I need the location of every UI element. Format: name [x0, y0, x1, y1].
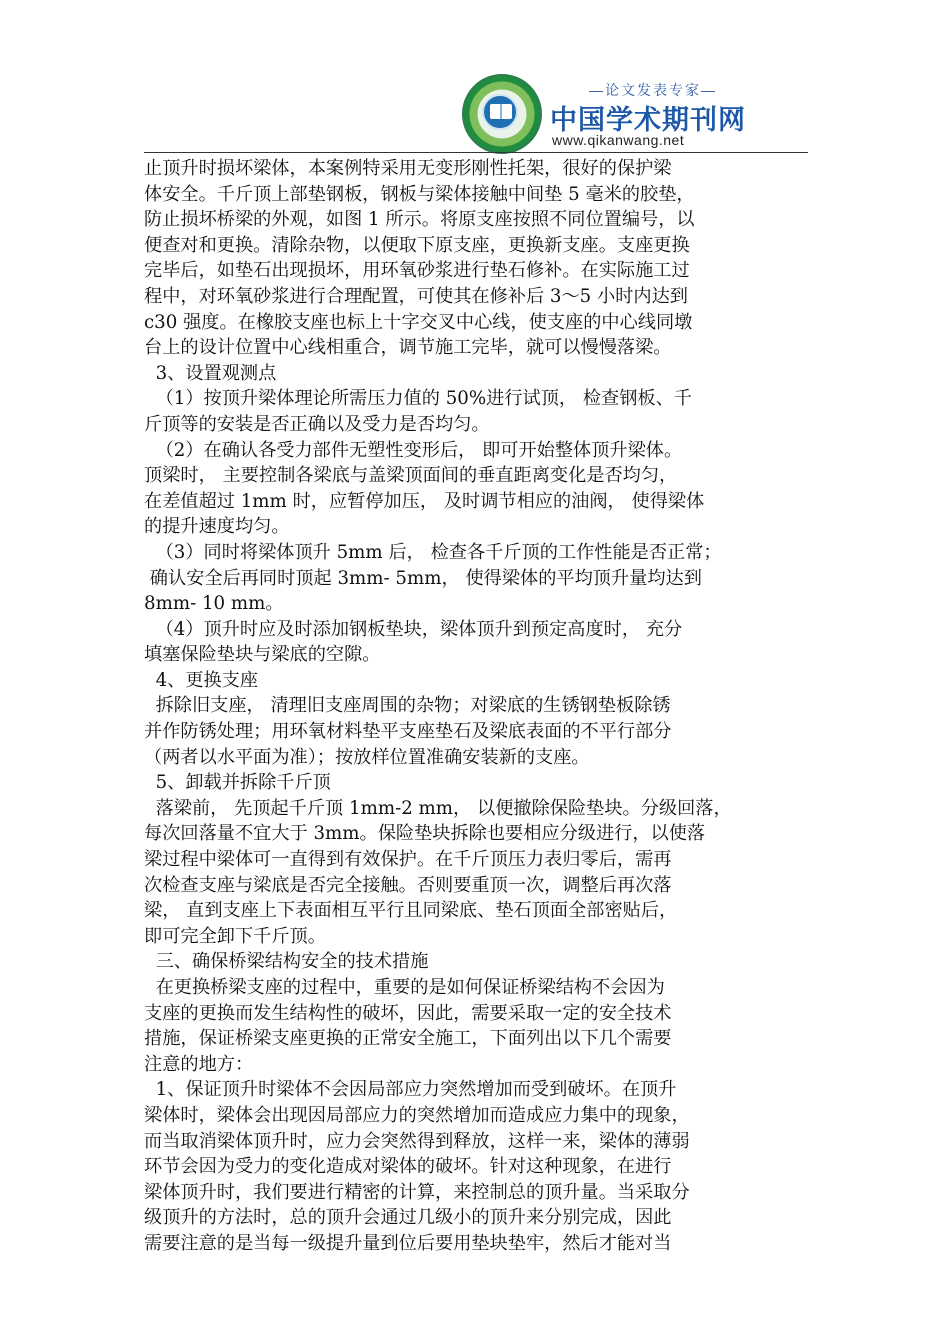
text-line: 梁体顶升时，我们要进行精密的计算，来控制总的顶升量。当采取分	[144, 1181, 690, 1203]
text-line: 8mm- 10 mm。	[144, 593, 284, 615]
text-line: 梁， 直到支座上下表面相互平行且同梁底、垫石顶面全部密贴后，	[144, 900, 678, 922]
text-line: 台上的设计位置中心线相重合，调节施工完毕，就可以慢慢落梁。	[144, 337, 672, 359]
text-line: （4）顶升时应及时添加钢板垫块，梁体顶升到预定高度时， 充分	[144, 618, 683, 640]
text-line: 的提升速度均匀。	[144, 516, 290, 538]
text-line: 4、更换支座	[144, 669, 259, 691]
text-line: 确认安全后再同时顶起 3mm- 5mm， 使得梁体的平均顶升量均达到	[144, 567, 702, 589]
text-line: 三、确保桥梁结构安全的技术措施	[144, 951, 429, 973]
text-line: 落梁前， 先顶起千斤顶 1mm-2 mm， 以便撤除保险垫块。分级回落，	[144, 797, 732, 819]
text-line: 5、卸载并拆除千斤顶	[144, 772, 331, 794]
text-line: 完毕后，如垫石出现损坏，用环氧砂浆进行垫石修补。在实际施工过	[144, 260, 690, 282]
logo-tagline: —论文发表专家—	[589, 82, 717, 98]
text-line: 拆除旧支座， 清理旧支座周围的杂物；对梁底的生锈钢垫板除锈	[144, 695, 671, 717]
text-line: 体安全。千斤顶上部垫钢板，钢板与梁体接触中间垫 5 毫米的胶垫，	[144, 183, 695, 205]
text-line: 次检查支座与梁底是否完全接触。否则要重顶一次，调整后再次落	[144, 874, 672, 896]
text-line: （3）同时将梁体顶升 5mm 后， 检查各千斤顶的工作性能是否正常；	[144, 541, 722, 563]
text-line: 并作防锈处理；用环氧材料垫平支座垫石及梁底表面的不平行部分	[144, 721, 672, 743]
text-line: 在更换桥梁支座的过程中，重要的是如何保证桥梁结构不会因为	[144, 977, 665, 998]
text-line: 需要注意的是当每一级提升量到位后要用垫块垫牢，然后才能对当	[144, 1232, 672, 1254]
text-line: 注意的地方：	[144, 1053, 254, 1075]
text-line: 支座的更换而发生结构性的破坏，因此，需要采取一定的安全技术	[144, 1002, 672, 1024]
text-line: （1）按顶升梁体理论所需压力值的 50%进行试顶， 检查钢板、千	[144, 388, 692, 410]
text-line: 即可完全卸下千斤顶。	[144, 925, 326, 947]
open-book-icon	[490, 104, 512, 119]
text-line: 3、设置观测点	[144, 362, 277, 384]
text-line: （2）在确认各受力部件无塑性变形后， 即可开始整体顶升梁体。	[144, 439, 683, 461]
text-line: 1、保证顶升时梁体不会因局部应力突然增加而受到破坏。在顶升	[144, 1079, 677, 1101]
text-line: 防止损坏桥梁的外观，如图 1 所示。将原支座按照不同位置编号，以	[144, 209, 695, 231]
text-line: 顶梁时， 主要控制各梁底与盖梁顶面间的垂直距离变化是否均匀，	[144, 465, 678, 487]
logo-site-name: 中国学术期刊网	[550, 105, 746, 136]
text-line: 措施，保证桥梁支座更换的正常安全施工，下面列出以下几个需要	[144, 1028, 672, 1050]
text-line: 梁过程中梁体可一直得到有效保护。在千斤顶压力表归零后，需再	[144, 849, 672, 871]
text-line: 而当取消梁体顶升时，应力会突然得到释放，这样一来，梁体的薄弱	[144, 1130, 690, 1152]
text-line: 每次回落量不宜大于 3mm。保险垫块拆除也要相应分级进行，以使落	[144, 823, 706, 845]
text-line: 在差值超过 1mm 时，应暂停加压， 及时调节相应的油阀， 使得梁体	[144, 490, 705, 512]
text-line: c30 强度。在橡胶支座也标上十字交叉中心线，使支座的中心线同墩	[144, 311, 693, 333]
body-text	[144, 156, 808, 1257]
text-line: 填塞保险垫块与梁底的空隙。	[144, 644, 381, 666]
text-line: 斤顶等的安装是否正确以及受力是否均匀。	[144, 413, 490, 435]
text-line: 止顶升时损坏梁体，本案例特采用无变形刚性托架，很好的保护梁	[144, 158, 672, 179]
logo-url: www.qikanwang.net	[552, 132, 685, 148]
site-logo[interactable]	[462, 74, 762, 156]
text-line: 便查对和更换。清除杂物，以便取下原支座，更换新支座。支座更换	[144, 234, 690, 256]
text-line: 环节会因为受力的变化造成对梁体的破坏。针对这种现象，在进行	[144, 1156, 672, 1178]
text-line: 程中，对环氧砂浆进行合理配置，可使其在修补后 3～5 小时内达到	[144, 285, 688, 307]
text-line: （两者以水平面为准）；按放样位置准确安装新的支座。	[144, 746, 590, 768]
text-line: 梁体时，梁体会出现因局部应力的突然增加而造成应力集中的现象，	[144, 1104, 690, 1126]
header-rule	[144, 152, 808, 153]
text-line: 级顶升的方法时，总的顶升会通过几级小的顶升来分别完成，因此	[144, 1207, 672, 1229]
